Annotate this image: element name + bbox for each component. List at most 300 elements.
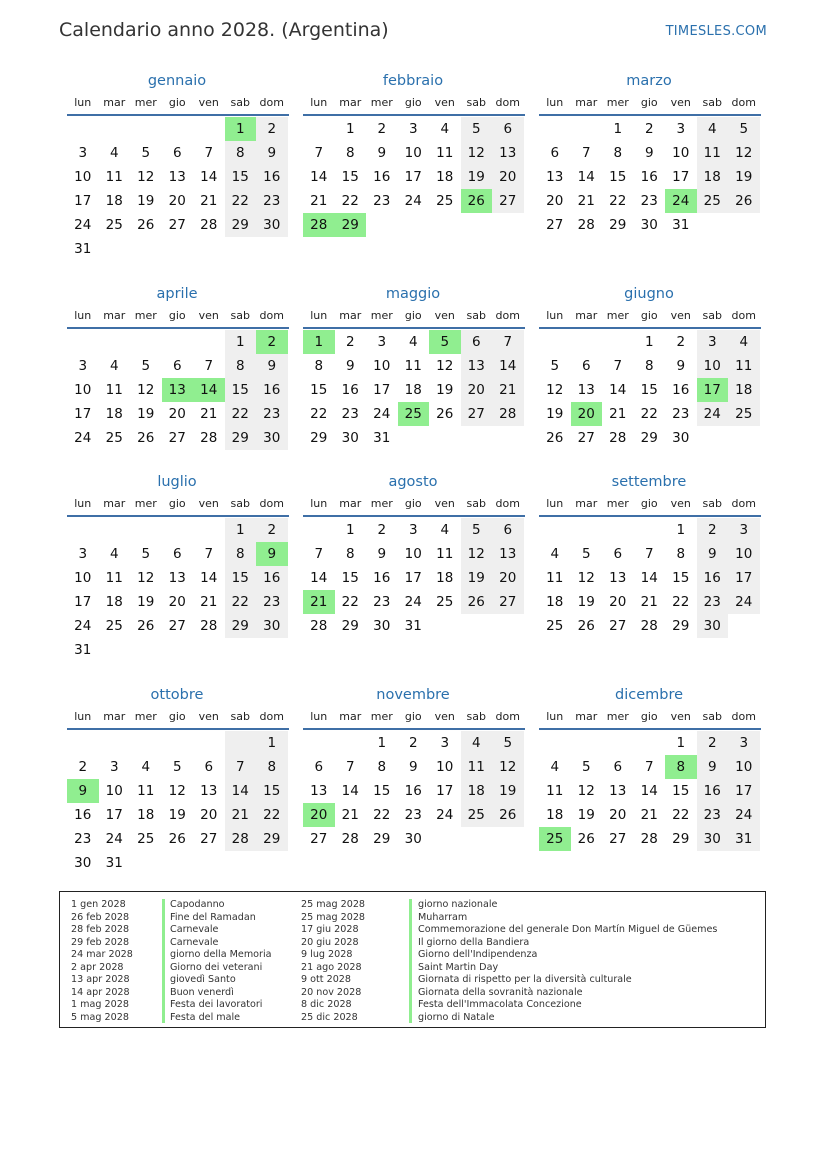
weekday-label: dom: [495, 96, 520, 109]
empty-cell: [99, 731, 131, 755]
empty-cell: [130, 731, 162, 755]
day-cell: 30: [697, 827, 729, 851]
day-cell: 21: [200, 594, 218, 610]
day-cell: 16: [256, 378, 288, 402]
holiday-day-cell: 1: [303, 330, 335, 354]
day-cell: 13: [609, 783, 627, 799]
day-cell: 17: [404, 169, 422, 185]
holiday-legend: [59, 891, 766, 1028]
days-grid: [303, 330, 525, 450]
weekday-label: dom: [259, 710, 284, 723]
day-cell: 6: [461, 330, 493, 354]
day-cell: 7: [225, 755, 257, 779]
day-cell: 26: [137, 430, 155, 446]
day-cell: 4: [109, 358, 119, 374]
site-link[interactable]: TIMESLES.COM: [665, 24, 767, 39]
day-cell: 18: [461, 779, 493, 803]
weekday-label: lun: [74, 96, 92, 109]
weekday-label: dom: [731, 96, 756, 109]
day-cell: 21: [640, 594, 658, 610]
weekday-label: lun: [74, 497, 92, 510]
day-cell: 13: [492, 141, 524, 165]
empty-cell: [162, 330, 194, 354]
day-cell: 9: [256, 141, 288, 165]
day-cell: 10: [74, 382, 92, 398]
weekday-header: [539, 493, 761, 517]
weekday-label: gio: [168, 497, 186, 510]
day-cell: 26: [461, 590, 493, 614]
day-cell: 23: [256, 189, 288, 213]
days-grid: [67, 330, 289, 450]
day-cell: 27: [168, 217, 186, 233]
day-cell: 15: [256, 779, 288, 803]
day-cell: 15: [341, 169, 359, 185]
day-cell: 22: [672, 594, 690, 610]
day-cell: 2: [408, 735, 418, 751]
day-cell: 19: [492, 779, 524, 803]
day-cell: 18: [436, 169, 454, 185]
day-cell: 15: [672, 783, 690, 799]
month-2: [303, 70, 525, 237]
day-cell: 29: [341, 618, 359, 634]
weekday-label: ven: [434, 309, 455, 322]
day-cell: 25: [697, 189, 729, 213]
day-cell: 6: [204, 759, 214, 775]
day-cell: 20: [168, 193, 186, 209]
day-cell: 17: [728, 779, 760, 803]
legend-date: 9 lug 2028: [301, 949, 353, 960]
day-cell: 18: [137, 807, 155, 823]
day-cell: 19: [436, 382, 454, 398]
weekday-label: lun: [546, 96, 564, 109]
weekday-header: [303, 493, 525, 517]
day-cell: 5: [492, 731, 524, 755]
weekday-label: mer: [134, 96, 157, 109]
day-cell: 10: [404, 546, 422, 562]
weekday-label: mar: [103, 497, 126, 510]
weekday-label: mar: [575, 309, 598, 322]
legend-bar-1: [162, 899, 165, 1023]
empty-cell: [634, 731, 666, 755]
weekday-label: mer: [606, 96, 629, 109]
day-cell: 6: [492, 117, 524, 141]
day-cell: 17: [728, 566, 760, 590]
day-cell: 30: [697, 614, 729, 638]
holiday-day-cell: 28: [303, 213, 335, 237]
day-cell: 5: [141, 358, 151, 374]
empty-cell: [539, 117, 571, 141]
legend-holiday-name: Carnevale: [170, 936, 219, 948]
holiday-day-cell: 9: [256, 542, 288, 566]
day-cell: 18: [546, 807, 564, 823]
day-cell: 16: [256, 165, 288, 189]
day-cell: 26: [577, 831, 595, 847]
day-cell: 17: [105, 807, 123, 823]
days-grid: [67, 518, 289, 662]
day-cell: 9: [377, 546, 387, 562]
day-cell: 11: [436, 145, 454, 161]
holiday-day-cell: 24: [665, 189, 697, 213]
weekday-label: mar: [339, 96, 362, 109]
legend-date: 25 mag 2028: [301, 911, 366, 923]
weekday-label: gio: [168, 96, 186, 109]
legend-holiday-name: Buon venerdì: [170, 986, 234, 998]
day-cell: 3: [697, 330, 729, 354]
day-cell: 3: [377, 334, 387, 350]
day-cell: 30: [672, 430, 690, 446]
day-cell: 3: [440, 735, 450, 751]
day-cell: 18: [436, 570, 454, 586]
day-cell: 27: [492, 189, 524, 213]
weekday-header: [303, 706, 525, 730]
day-cell: 3: [78, 145, 88, 161]
holiday-day-cell: 2: [256, 330, 288, 354]
holiday-day-cell: 25: [398, 402, 430, 426]
legend-holiday-name: Giornata della sovranità nazionale: [418, 986, 583, 998]
day-cell: 10: [697, 354, 729, 378]
day-cell: 14: [310, 570, 328, 586]
day-cell: 17: [74, 594, 92, 610]
day-cell: 7: [613, 358, 623, 374]
empty-cell: [130, 330, 162, 354]
month-5: [303, 283, 525, 450]
holiday-day-cell: 17: [697, 378, 729, 402]
day-cell: 9: [644, 145, 654, 161]
day-cell: 20: [492, 165, 524, 189]
legend-holiday-name: Giornata di rispetto per la diversità culturale: [418, 974, 632, 985]
holiday-day-cell: 13: [162, 378, 194, 402]
day-cell: 11: [105, 169, 123, 185]
day-cell: 28: [225, 827, 257, 851]
day-cell: 9: [408, 759, 418, 775]
day-cell: 3: [408, 522, 418, 538]
day-cell: 16: [697, 779, 729, 803]
empty-cell: [67, 330, 99, 354]
day-cell: 21: [609, 406, 627, 422]
day-cell: 26: [137, 217, 155, 233]
weekday-label: sab: [702, 309, 722, 322]
day-cell: 7: [204, 546, 214, 562]
legend-holiday-name: Fine del Ramadan: [170, 911, 256, 923]
day-cell: 7: [204, 145, 214, 161]
day-cell: 14: [341, 783, 359, 799]
empty-cell: [67, 117, 99, 141]
day-cell: 19: [546, 406, 564, 422]
day-cell: 14: [310, 169, 328, 185]
day-cell: 7: [644, 759, 654, 775]
weekday-label: gio: [640, 497, 658, 510]
month-name: marzo: [626, 73, 672, 89]
day-cell: 1: [225, 330, 257, 354]
weekday-label: dom: [259, 96, 284, 109]
holiday-day-cell: 14: [193, 378, 225, 402]
weekday-label: gio: [640, 710, 658, 723]
legend-date: 21 ago 2028: [301, 961, 362, 973]
weekday-label: lun: [74, 309, 92, 322]
empty-cell: [130, 117, 162, 141]
day-cell: 7: [644, 546, 654, 562]
day-cell: 12: [461, 141, 493, 165]
day-cell: 15: [310, 382, 328, 398]
day-cell: 30: [74, 855, 92, 871]
day-cell: 8: [314, 358, 324, 374]
month-8: [303, 471, 525, 638]
day-cell: 16: [697, 566, 729, 590]
day-cell: 27: [492, 590, 524, 614]
day-cell: 6: [172, 546, 182, 562]
day-cell: 15: [225, 566, 257, 590]
day-cell: 24: [74, 217, 92, 233]
day-cell: 4: [461, 731, 493, 755]
month-9: [539, 471, 761, 638]
day-cell: 4: [408, 334, 418, 350]
day-cell: 9: [697, 542, 729, 566]
day-cell: 5: [728, 117, 760, 141]
day-cell: 16: [672, 382, 690, 398]
day-cell: 29: [225, 614, 257, 638]
weekday-label: dom: [259, 497, 284, 510]
day-cell: 20: [200, 807, 218, 823]
day-cell: 6: [172, 358, 182, 374]
legend-date: 25 mag 2028: [301, 899, 366, 910]
empty-cell: [225, 731, 257, 755]
day-cell: 25: [436, 594, 454, 610]
day-cell: 19: [577, 807, 595, 823]
day-cell: 23: [697, 803, 729, 827]
day-cell: 15: [609, 169, 627, 185]
day-cell: 9: [676, 358, 686, 374]
legend-holiday-name: Saint Martin Day: [418, 961, 499, 973]
day-cell: 5: [172, 759, 182, 775]
holiday-day-cell: 8: [665, 755, 697, 779]
empty-cell: [162, 731, 194, 755]
day-cell: 4: [440, 121, 450, 137]
day-cell: 5: [461, 117, 493, 141]
weekday-label: mer: [134, 710, 157, 723]
day-cell: 8: [225, 354, 257, 378]
day-cell: 17: [436, 783, 454, 799]
weekday-header: [303, 92, 525, 116]
day-cell: 6: [492, 518, 524, 542]
day-cell: 14: [577, 169, 595, 185]
weekday-label: mer: [370, 710, 393, 723]
day-cell: 11: [436, 546, 454, 562]
day-cell: 11: [105, 382, 123, 398]
month-3: [539, 70, 761, 237]
month-name: giugno: [624, 286, 674, 302]
legend-names-col-1: [170, 899, 272, 1024]
day-cell: 13: [168, 169, 186, 185]
day-cell: 24: [373, 406, 391, 422]
day-cell: 10: [74, 570, 92, 586]
day-cell: 8: [345, 546, 355, 562]
weekday-label: dom: [259, 309, 284, 322]
weekday-label: sab: [466, 309, 486, 322]
day-cell: 22: [225, 402, 257, 426]
empty-cell: [602, 330, 634, 354]
day-cell: 24: [436, 807, 454, 823]
empty-cell: [539, 330, 571, 354]
day-cell: 31: [105, 855, 123, 871]
day-cell: 15: [373, 783, 391, 799]
weekday-label: lun: [310, 497, 328, 510]
day-cell: 15: [672, 570, 690, 586]
day-cell: 11: [461, 755, 493, 779]
day-cell: 27: [168, 618, 186, 634]
empty-cell: [303, 117, 335, 141]
day-cell: 26: [546, 430, 564, 446]
weekday-label: dom: [731, 497, 756, 510]
days-grid: [303, 117, 525, 237]
day-cell: 5: [141, 145, 151, 161]
empty-cell: [193, 117, 225, 141]
day-cell: 11: [404, 358, 422, 374]
day-cell: 10: [74, 169, 92, 185]
day-cell: 20: [609, 807, 627, 823]
month-11: [303, 684, 525, 851]
day-cell: 17: [74, 193, 92, 209]
legend-date: 13 apr 2028: [71, 974, 130, 985]
day-cell: 15: [225, 165, 257, 189]
day-cell: 11: [137, 783, 155, 799]
day-cell: 10: [436, 759, 454, 775]
day-cell: 22: [341, 594, 359, 610]
day-cell: 22: [640, 406, 658, 422]
day-cell: 1: [676, 522, 686, 538]
day-cell: 16: [373, 570, 391, 586]
weekday-label: sab: [702, 96, 722, 109]
month-12: [539, 684, 761, 851]
weekday-label: lun: [546, 497, 564, 510]
day-cell: 25: [105, 618, 123, 634]
weekday-label: gio: [640, 96, 658, 109]
legend-date: 5 mag 2028: [71, 1011, 129, 1023]
weekday-label: mer: [606, 309, 629, 322]
day-cell: 28: [200, 430, 218, 446]
legend-date: 28 feb 2028: [71, 924, 130, 935]
days-grid: [67, 731, 289, 875]
empty-cell: [193, 330, 225, 354]
day-cell: 19: [461, 165, 493, 189]
day-cell: 19: [461, 566, 493, 590]
weekday-header: [539, 706, 761, 730]
day-cell: 5: [581, 546, 591, 562]
day-cell: 1: [613, 121, 623, 137]
weekday-header: [67, 92, 289, 116]
day-cell: 19: [137, 193, 155, 209]
weekday-label: sab: [466, 96, 486, 109]
weekday-label: mer: [370, 309, 393, 322]
empty-cell: [571, 518, 603, 542]
day-cell: 14: [640, 783, 658, 799]
day-cell: 24: [74, 618, 92, 634]
days-grid: [303, 518, 525, 638]
holiday-day-cell: 26: [461, 189, 493, 213]
day-cell: 26: [492, 803, 524, 827]
day-cell: 9: [256, 354, 288, 378]
day-cell: 27: [461, 402, 493, 426]
day-cell: 19: [137, 594, 155, 610]
weekday-label: sab: [230, 96, 250, 109]
day-cell: 10: [672, 145, 690, 161]
day-cell: 26: [168, 831, 186, 847]
day-cell: 9: [697, 755, 729, 779]
day-cell: 17: [373, 382, 391, 398]
day-cell: 11: [546, 570, 564, 586]
day-cell: 30: [341, 430, 359, 446]
weekday-header: [67, 305, 289, 329]
day-cell: 27: [168, 430, 186, 446]
weekday-label: lun: [546, 710, 564, 723]
weekday-label: gio: [168, 710, 186, 723]
day-cell: 8: [256, 755, 288, 779]
day-cell: 28: [341, 831, 359, 847]
day-cell: 17: [74, 406, 92, 422]
legend-date: 14 apr 2028: [71, 986, 130, 998]
weekday-label: mer: [370, 497, 393, 510]
day-cell: 8: [644, 358, 654, 374]
legend-holiday-name: Giorno dell'Indipendenza: [418, 949, 538, 960]
weekday-label: ven: [198, 309, 219, 322]
month-4: [67, 283, 289, 450]
day-cell: 20: [168, 594, 186, 610]
day-cell: 2: [377, 121, 387, 137]
day-cell: 8: [377, 759, 387, 775]
weekday-label: dom: [495, 710, 520, 723]
day-cell: 4: [697, 117, 729, 141]
day-cell: 23: [74, 831, 92, 847]
day-cell: 23: [672, 406, 690, 422]
day-cell: 18: [728, 378, 760, 402]
day-cell: 22: [373, 807, 391, 823]
day-cell: 13: [492, 542, 524, 566]
day-cell: 8: [225, 542, 257, 566]
weekday-label: gio: [404, 710, 422, 723]
day-cell: 19: [137, 406, 155, 422]
weekday-label: gio: [404, 96, 422, 109]
day-cell: 22: [256, 803, 288, 827]
day-cell: 14: [492, 354, 524, 378]
month-1: [67, 70, 289, 261]
day-cell: 4: [440, 522, 450, 538]
day-cell: 25: [728, 402, 760, 426]
weekday-label: sab: [702, 710, 722, 723]
day-cell: 11: [105, 570, 123, 586]
day-cell: 27: [310, 831, 328, 847]
month-name: luglio: [157, 474, 197, 490]
day-cell: 28: [310, 618, 328, 634]
day-cell: 5: [461, 518, 493, 542]
day-cell: 23: [373, 594, 391, 610]
day-cell: 25: [436, 193, 454, 209]
day-cell: 3: [676, 121, 686, 137]
day-cell: 20: [168, 406, 186, 422]
weekday-label: dom: [731, 309, 756, 322]
holiday-day-cell: 1: [225, 117, 257, 141]
empty-cell: [602, 518, 634, 542]
day-cell: 23: [640, 193, 658, 209]
empty-cell: [99, 330, 131, 354]
day-cell: 3: [109, 759, 119, 775]
empty-cell: [162, 518, 194, 542]
day-cell: 12: [546, 382, 564, 398]
day-cell: 6: [581, 358, 591, 374]
legend-holiday-name: Il giorno della Bandiera: [418, 936, 530, 948]
weekday-label: ven: [434, 96, 455, 109]
weekday-label: mar: [575, 497, 598, 510]
weekday-label: sab: [702, 497, 722, 510]
weekday-label: ven: [670, 96, 691, 109]
